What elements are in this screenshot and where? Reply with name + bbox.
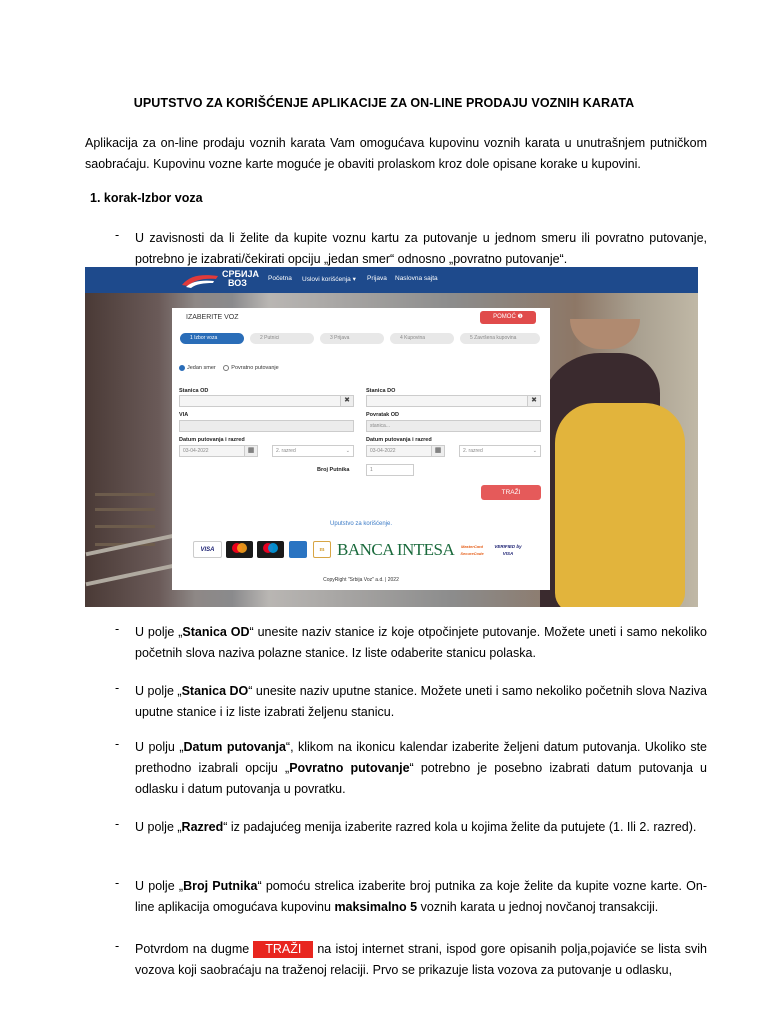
nav-main-site[interactable]: Naslovna sajta [395, 275, 438, 282]
label-return-from: Povratak OD [366, 412, 400, 418]
bullet-dash: - [115, 737, 120, 751]
document-title: UPUTSTVO ZA KORIŠĆENJE APLIKACIJE ZA ON-LINE PRODAJU VOZNIH KARATA [133, 96, 635, 110]
logo-text: СРБИЈА ВОЗ [222, 269, 259, 288]
step-progress [180, 333, 540, 344]
search-panel [172, 308, 550, 590]
step-heading: 1. korak-Izbor voza [90, 191, 203, 205]
copyright: CopyRight "Srbija Voz" a.d. | 2022 [323, 577, 399, 583]
chevron-down-icon: ⌄ [532, 448, 537, 454]
clear-icon[interactable]: ✖ [340, 395, 354, 407]
nav-home[interactable]: Početna [268, 275, 292, 282]
bullet-text-passengers: U polje „Broj Putnika“ pomoću strelica izaberite broj putnika za koje želite da kupite vozne karte. On-line aplikacija omogućava kupovinu maksimalno 5 voznih karata u jednoj novčanoj transakciji. [135, 879, 708, 914]
manual-link[interactable]: Uputstvo za korišćenje. [329, 521, 393, 527]
help-button[interactable]: POMOĆ ❶ [480, 311, 536, 324]
radio-return[interactable]: Povratno putovanje [223, 365, 278, 371]
passengers-input[interactable]: 1 [366, 464, 414, 476]
bullet-text-to: U polje „Stanica DO“ unesite naziv uputne stanice. Možete uneti i samo nekoliko početnih slova Naziva uputne stanice i iz liste izabrati željenu stanicu. [135, 684, 708, 719]
step-2: 2 Putnici [250, 333, 314, 344]
label-to: Stanica DO [366, 388, 396, 394]
class-select-return[interactable]: 2. razred ⌄ [459, 445, 541, 457]
panel-title: IZABERITE VOZ [186, 314, 239, 321]
step-3: 3 Prijava [320, 333, 384, 344]
bullet-dash: - [115, 939, 120, 953]
date-input[interactable]: 03-04-2022 [179, 445, 245, 457]
label-via: VIA [179, 412, 189, 418]
bullet-dash: - [115, 228, 120, 242]
banca-intesa-logo: BANCA INTESA [337, 540, 455, 559]
radio-one-way[interactable]: Jedan smer [179, 365, 216, 371]
bullet-text-option: U zavisnosti da li želite da kupite voznu kartu za putovanje u jednom smeru ili povratno putovanje, potrebno je izabrati/čekirati opciju „jedan smer“ odnosno „povratno putovanje“. [135, 231, 707, 266]
return-from-input[interactable]: stanica... [366, 420, 541, 432]
bullet-dash: - [115, 876, 120, 890]
via-input[interactable] [179, 420, 354, 432]
step-4: 4 Kupovina [390, 333, 454, 344]
label-date: Datum putovanja i razred [179, 437, 245, 443]
app-topbar [85, 267, 698, 293]
bullet-text-date: U polju „Datum putovanja“, klikom na ikonicu kalendar izaberite željeni datum putovanja. Ukoliko ste prethodno izabrali opciju „Povratno putovanje“ potrebno je posebno izabrati datum putovanja u odlasku i datum putovanja u povratku. [135, 740, 708, 796]
bullet-text-from: U polje „Stanica OD“ unesite naziv stanice iz koje otpočinjete putovanje. Možete uneti i samo nekoliko početnih slova naziva polazne stanice. Iz liste odaberite stanicu polaska. [135, 625, 708, 660]
trazi-button-inline: TRAŽI [253, 941, 313, 958]
calendar-icon[interactable]: ▦ [244, 445, 258, 457]
bullet-dash: - [115, 817, 120, 831]
mastercard-securecode-logo: MasterCard SecureCode [460, 544, 484, 556]
srbijavoz-logo-icon [180, 272, 220, 288]
intro-paragraph: Aplikacija za on-line prodaju voznih karata Vam omogućava kupovinu voznih karata u unutrašnjem putničkom saobraćaju. Kupovinu vozne karte moguće je obaviti prolaskom kroz dole opisane korake u kupovini. [85, 136, 707, 171]
to-input[interactable] [366, 395, 528, 407]
chevron-down-icon: ⌄ [345, 448, 350, 454]
date-input-return[interactable]: 03-04-2022 [366, 445, 432, 457]
nav-login[interactable]: Prijava [367, 275, 387, 282]
verified-by-visa-logo: VERIFIED by VISA [494, 544, 522, 556]
app-screenshot [85, 267, 698, 607]
class-select[interactable]: 2. razred ⌄ [272, 445, 354, 457]
dinacard-icon: m [313, 541, 331, 558]
clear-icon[interactable]: ✖ [527, 395, 541, 407]
step-1: 1 Izbor voza [180, 333, 244, 344]
step-5: 5 Završena kupovina [460, 333, 540, 344]
mastercard-icon [226, 541, 253, 558]
nav-terms[interactable]: Uslovi korišćenja ▾ [302, 276, 356, 283]
trip-type [179, 365, 279, 371]
label-from: Stanica OD [179, 388, 209, 394]
bullet-dash: - [115, 681, 120, 695]
amex-icon [289, 541, 307, 558]
search-button[interactable]: TRAŽI [481, 485, 541, 500]
bullet-text-class: U polje „Razred“ iz padajućeg menija izaberite razred kola u kojima želite da putujete (1. Ili 2. razred). [135, 820, 697, 834]
bullet-dash: - [115, 622, 120, 636]
bullet-text-search: Potvrdom na dugme TRAŽI na istoj internet strani, ispod gore opisanih polja,pojaviće se lista svih vozova koji saobraćaju na traženoj relaciji. Prvo se prikazuje lista vozova za putovanje u odlasku, [135, 942, 708, 977]
maestro-icon [257, 541, 284, 558]
from-input[interactable] [179, 395, 341, 407]
visa-logo: VISA [193, 541, 222, 558]
label-date-return: Datum putovanja i razred [366, 437, 432, 443]
calendar-icon[interactable]: ▦ [431, 445, 445, 457]
label-passengers: Broj Putnika [317, 467, 350, 473]
